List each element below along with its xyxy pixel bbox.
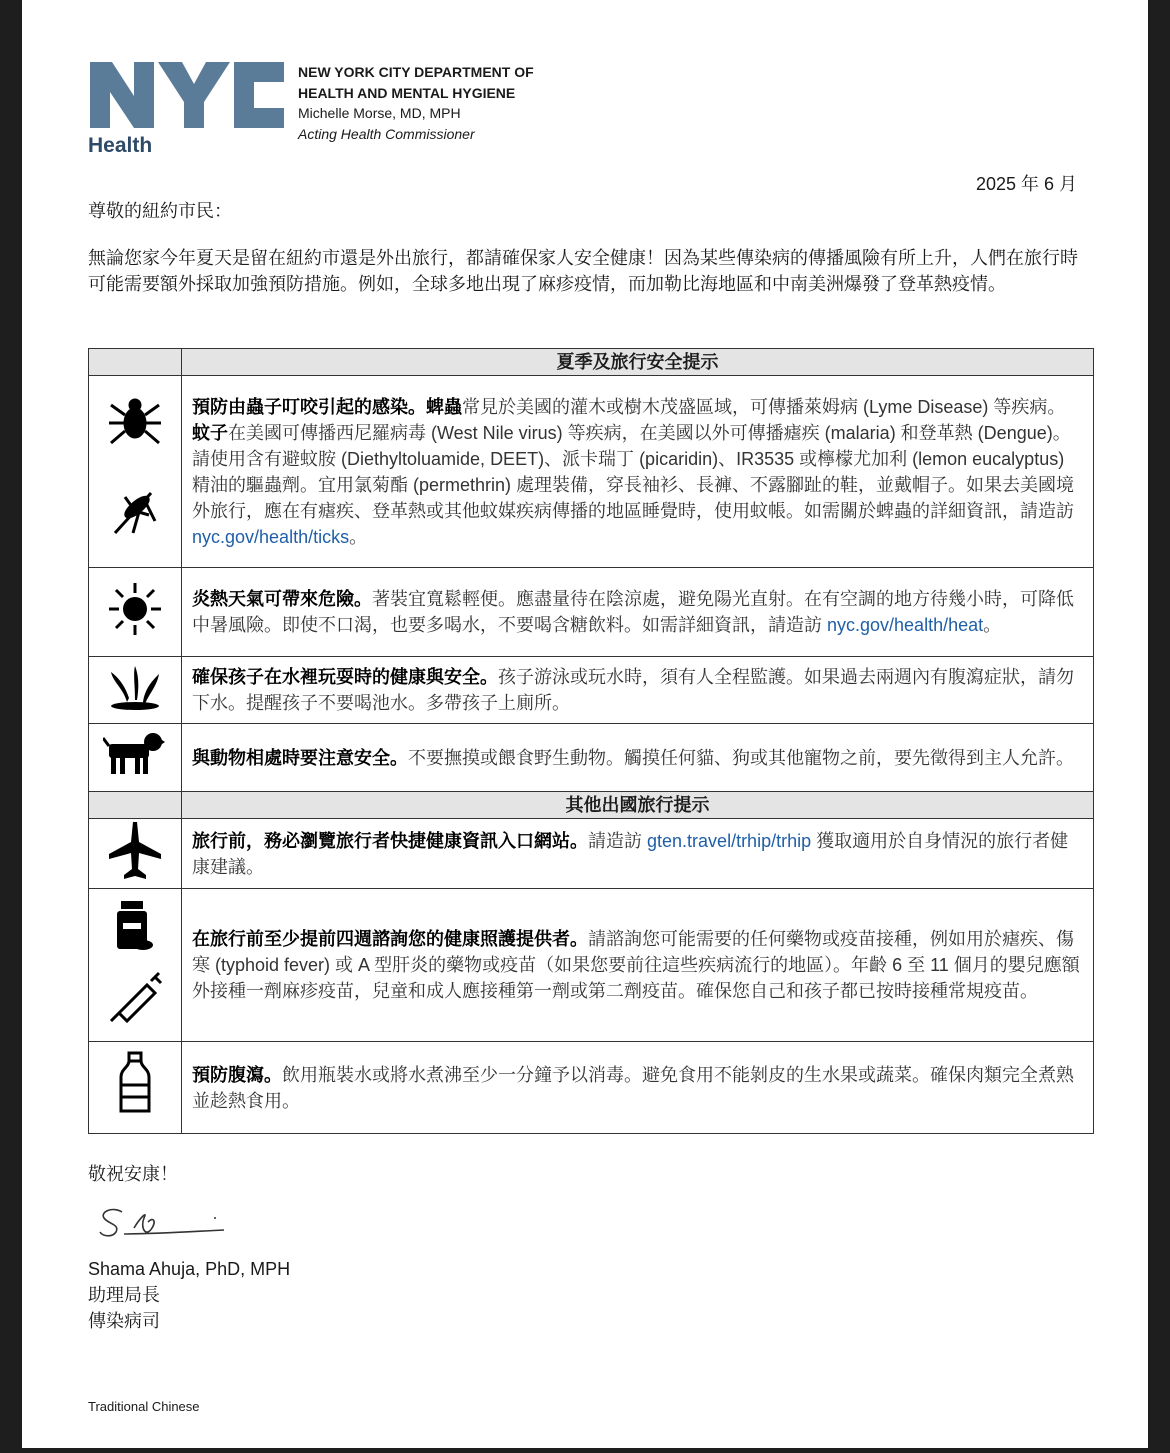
tip-heading: 蚊子 [192,422,228,443]
tip-heading: 預防腹瀉。 [192,1064,282,1085]
tip-body: 飲用瓶裝水或將水煮沸至少一分鐘予以消毒。避免食用不能剝皮的生水果或蔬菜。確保肉類完全煮熟並趁熱食用。 [192,1064,1074,1111]
tip-text [182,568,1094,657]
tip-text [182,819,1094,889]
closing: 敬祝安康！ [88,1164,178,1184]
tip-row [89,1042,1094,1134]
dept-name-line1: NEW YORK CITY DEPARTMENT OF [298,64,534,80]
sun-icon [89,568,182,657]
tips-table [88,348,1094,1134]
section-header-title: 其他出國旅行提示 [182,792,1094,819]
tip-heading: 預防由蟲子叮咬引起的感染。蜱蟲 [192,396,462,417]
letter-date: 2025 年 6 月 [976,174,1078,194]
tip-heading: 炎熱天氣可帶來危險。 [192,589,372,609]
svg-text:Health: Health [88,134,153,157]
tip-link[interactable]: nyc.gov/health/ticks [192,526,350,547]
airplane-icon [89,819,182,889]
signature [94,1200,234,1250]
medicine-syringe-icon [89,889,182,1042]
tip-link[interactable]: nyc.gov/health/heat [827,615,984,635]
tip-body: 請造訪 [588,830,648,851]
water-bottle-icon [89,1042,182,1134]
tip-row [89,724,1094,792]
tip-row [89,819,1094,889]
nyc-health-logo [88,60,288,160]
tip-body: 著裝宜寬鬆輕便。應盡量待在陰涼處，避免陽光直射。在有空調的地方待幾小時，可降低中暑風險。即使不口渴，也要多喝水，不要喝含糖飲料。如需詳細資訊，請造訪 [192,589,1074,635]
section-header-summer [89,349,1094,376]
tip-link[interactable]: gten.travel/trhip/trhip [647,830,812,851]
tick-mosquito-icon [89,376,182,568]
tip-heading: 在旅行前至少提前四週諮詢您的健康照護提供者。 [192,929,588,949]
language-footer: Traditional Chinese [88,1399,200,1414]
tip-text [182,1042,1094,1134]
greeting: 尊敬的紐約市民： [88,201,232,221]
water-splash-icon [89,657,182,724]
tip-body: 不要撫摸或餵食野生動物。觸摸任何貓、狗或其他寵物之前，要先徵得到主人允許。 [408,747,1074,768]
tip-body: 。 [349,526,368,547]
header-icon-cell [89,349,182,376]
signer-name: Shama Ahuja, PhD, MPH [88,1259,291,1279]
tip-body: 常見於美國的灌木或樹木茂盛區域，可傳播萊姆病 (Lyme Disease) 等疾病。 [462,396,1066,417]
tip-row [89,657,1094,724]
tip-text [182,724,1094,792]
section-header-title: 夏季及旅行安全提示 [182,349,1094,376]
tip-heading: 確保孩子在水裡玩耍時的健康與安全。 [192,667,498,687]
tip-row [89,376,1094,568]
department-block [298,62,534,144]
tip-row [89,889,1094,1042]
tip-body: 。 [983,615,1002,635]
tip-body: 獲取適用於自身情況的旅行者健康建議。 [192,830,1069,877]
tip-body: 在美國可傳播西尼羅病毒 (West Nile virus) 等疾病，在美國以外可傳播瘧疾 (malaria) 和登革熱 (Dengue)。請使用含有避蚊胺 (Diethyltoluamide, DEET)、派卡瑞丁 (picaridin)、IR3535 或檸檬尤加利 (lemon eucalyptus) 精油的驅蟲劑。宜用氯菊酯 (permethrin) 處理裝備，穿長袖衫、長褲、不露腳趾的鞋，並戴帽子。如果去美國境外旅行，應在有瘧疾、登革熱或其他蚊媒疾病傳播的地區睡覺時，使用蚊帳。如需關於蜱蟲的詳細資訊，請造訪 [192,422,1075,521]
tip-body: 請諮詢您可能需要的任何藥物或疫苗接種，例如用於瘧疾、傷寒 (typhoid fever) 或 A 型肝炎的藥物或疫苗（如果您要前往這些疾病流行的地區）。年齡 6 至 11 個月的嬰兒應額外接種一劑麻疹疫苗，兒童和成人應接種第一劑或第二劑疫苗。確保您自己和孩子都已按時接種常規疫苗。 [192,929,1080,1001]
commissioner-title: Acting Health Commissioner [298,125,475,142]
section-header-overseas [89,792,1094,819]
intro-paragraph: 無論您家今年夏天是留在紐約市還是外出旅行，都請確保家人安全健康！因為某些傳染病的傳播風險有所上升，人們在旅行時可能需要額外採取加強預防措施。例如，全球多地出現了麻疹疫情，而加勒比海地區和中南美洲爆發了登革熱疫情。 [88,248,1078,294]
signer-block [88,1256,290,1334]
signer-title: 助理局長 [88,1285,160,1305]
letter-page [22,0,1148,1448]
dog-icon [89,724,182,792]
header-icon-cell [89,792,182,819]
tip-body: 孩子游泳或玩水時，須有人全程監護。如果過去兩週內有腹瀉症狀，請勿下水。提醒孩子不要喝池水。多帶孩子上廁所。 [192,667,1074,713]
tip-row [89,568,1094,657]
tip-text [182,889,1094,1042]
tip-heading: 與動物相處時要注意安全。 [192,747,408,768]
tip-text [182,657,1094,724]
tip-text [182,376,1094,568]
dept-name-line2: HEALTH AND MENTAL HYGIENE [298,84,516,101]
commissioner-name: Michelle Morse, MD, MPH [298,105,461,121]
signer-division: 傳染病司 [88,1311,160,1331]
tip-heading: 旅行前，務必瀏覽旅行者快捷健康資訊入口網站。 [192,830,588,851]
